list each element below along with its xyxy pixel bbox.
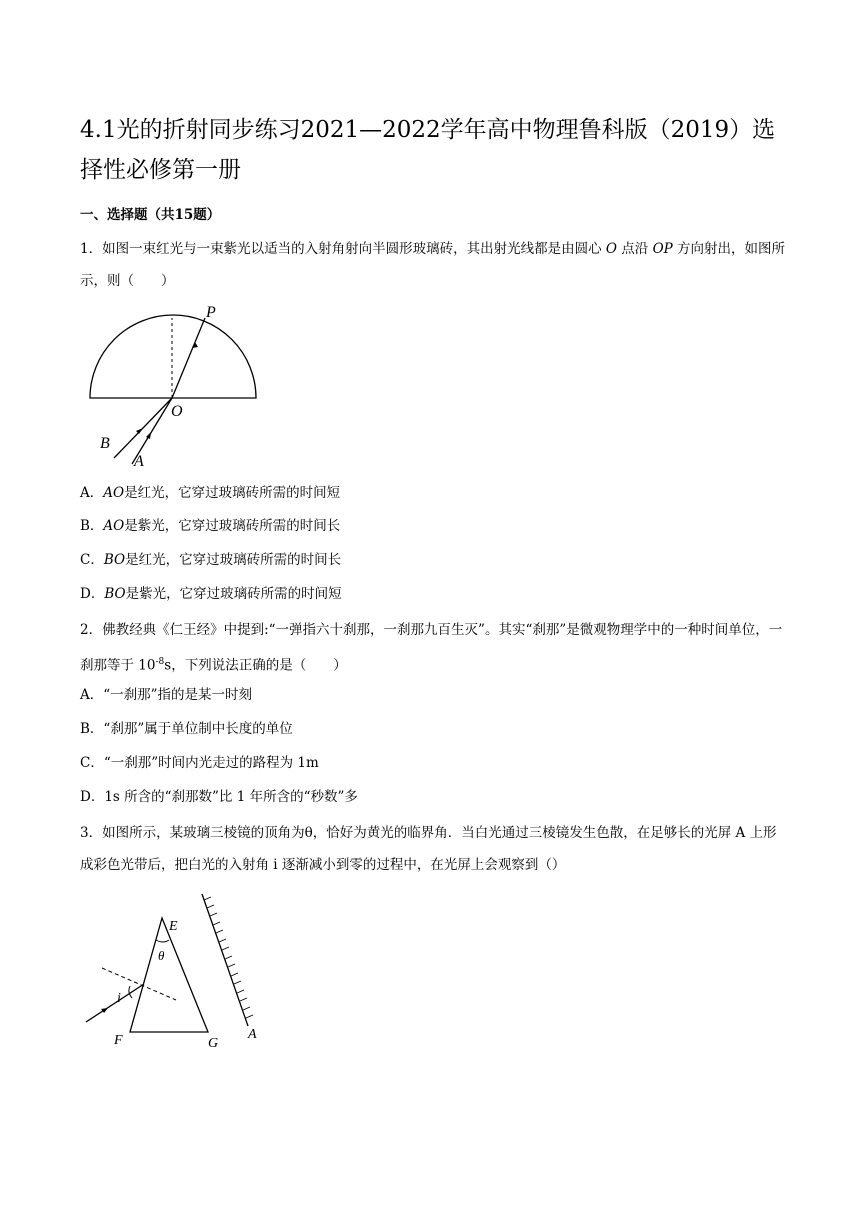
q2-option-c: C．“一刹那”时间内光走过的路程为 1m [80,755,319,771]
label-b: B [100,435,110,452]
screen-line [202,894,248,1026]
q1-option-d: D．BO是紫光，它穿过玻璃砖所需的时间短 [80,586,342,602]
label-p: P [206,304,216,321]
ray-op [172,318,205,398]
screen-hatching [204,897,253,1018]
label-i: i [117,991,121,1006]
semicircle-glass-figure [78,298,268,470]
question-3-stem: 3．如图所示，某玻璃三棱镜的顶角为θ，恰好为黄光的临界角．当白光通过三棱镜发生色散，在足够长的光屏 A 上形成彩色光带后，把白光的入射角 i 逐渐减小到零的过程中，在光屏上会观察到（） [80,825,777,873]
section-heading: 一、选择题（共15题） [80,207,221,223]
label-theta: θ [158,948,165,963]
q2-option-a: A．“一刹那”指的是某一时刻 [80,687,253,703]
q1-option-a: A．AO是红光，它穿过玻璃砖所需的时间短 [80,485,341,501]
label-f: F [114,1033,123,1048]
incident-ray [86,984,144,1022]
normal-dashed-line [102,968,176,1000]
label-screen-a: A [248,1027,257,1042]
arrow-bo [136,428,143,434]
apex-angle-arc [156,940,169,942]
label-e: E [169,919,178,934]
semicircle-outline [90,315,256,398]
label-g: G [208,1036,219,1051]
q2-option-b: B．“刹那”属于单位制中长度的单位 [80,721,293,737]
arrow-op [192,342,198,348]
label-a: A [134,453,144,470]
prism-outline [130,918,208,1032]
q2-option-d: D．1s 所含的“刹那数”比 1 年所含的“秒数”多 [80,789,358,805]
document-title: 4.1光的折射同步练习2021—2022学年高中物理鲁科版（2019）选择性必修第一册 [80,117,776,183]
q1-option-b: B．AO是紫光，它穿过玻璃砖所需的时间长 [80,518,341,534]
question-1-stem: 1．如图一束红光与一束紫光以适当的入射角射向半圆形玻璃砖，其出射光线都是由圆心 O 点沿 OP 方向射出，如图所示，则（ ） [80,241,786,289]
q1-option-c: C．BO是红光，它穿过玻璃砖所需的时间长 [80,552,342,568]
arrow-ao [146,432,151,439]
prism-figure [80,892,270,1052]
question-2-stem: 2．佛教经典《仁王经》中提到:“一弹指六十刹那，一刹那九百生灭”。其实“刹那”是微观物理学中的一种时间单位，一刹那等于 $10^{-8}s$，下列说法正确的是（ ） [80,622,783,674]
label-o: O [171,403,183,420]
